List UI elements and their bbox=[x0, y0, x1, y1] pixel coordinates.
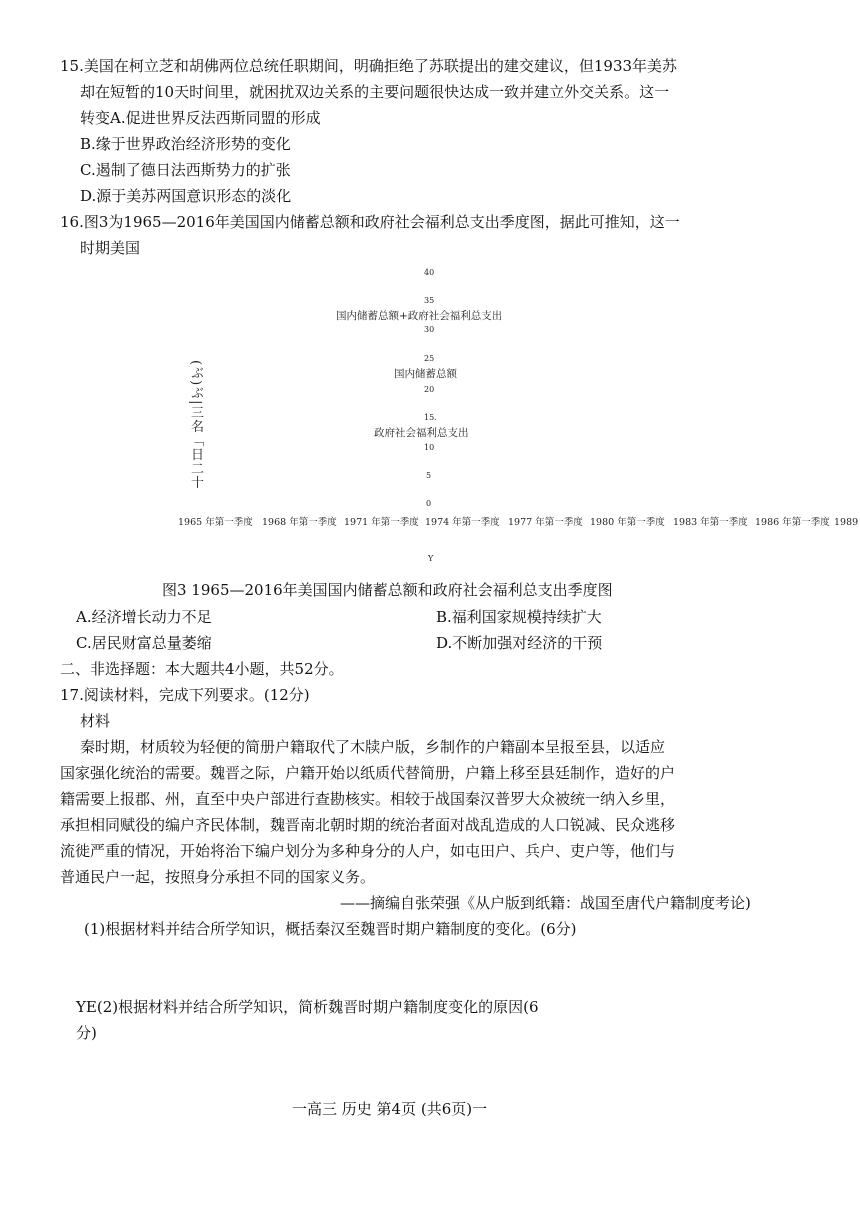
q15-line-2: 却在短暂的10天时间里，就困扰双边关系的主要问题很快达成一致并建立外交关系。这一 bbox=[80, 83, 670, 101]
x-tick-label: 1989 bbox=[834, 517, 859, 528]
q15-option-d: D.源于美苏两国意识形态的淡化 bbox=[80, 187, 292, 205]
q16-line-1: 16.图3为1965—2016年美国国内储蓄总额和政府社会福利总支出季度图，据此可推知，这一 bbox=[60, 213, 680, 231]
x-axis-label: Y bbox=[428, 554, 434, 563]
material-paragraph-line: 流徙严重的情况，开始将治下编户划分为多种身分的人户，如屯田户、兵户、吏户等，他们与 bbox=[60, 842, 676, 860]
x-tick-label: 1980 年第一季度 bbox=[590, 517, 665, 528]
figure-caption: 图3 1965—2016年美国国内储蓄总额和政府社会福利总支出季度图 bbox=[162, 581, 613, 599]
x-tick-label: 1968 年第一季度 bbox=[262, 517, 337, 528]
x-tick-label: 1986 年第一季度 bbox=[755, 517, 830, 528]
material-paragraph-line: 承担相同赋役的编户齐民体制，魏晋南北朝时期的统治者面对战乱造成的人口锐减、民众逃移 bbox=[60, 816, 676, 834]
q16-option-a: A.经济增长动力不足 bbox=[76, 608, 212, 626]
q17-sub-question-2: YE(2)根据材料并结合所学知识，简析魏晋时期户籍制度变化的原因(6 bbox=[76, 998, 539, 1016]
series-label-welfare: 政府社会福利总支出 bbox=[374, 427, 469, 439]
q16-line-2: 时期美国 bbox=[80, 239, 141, 257]
y-tick-label: 15. bbox=[424, 413, 437, 422]
material-paragraph-line: 秦时期，材质较为轻便的简册户籍取代了木牍户版，乡制作的户籍副本呈报至县，以适应 bbox=[80, 738, 666, 756]
y-axis-label: (ぶ)ぶ|三名「日二十 bbox=[188, 360, 203, 490]
q16-option-b: B.福利国家规模持续扩大 bbox=[436, 608, 602, 626]
q17-sub-question-2-cont: 分) bbox=[76, 1024, 97, 1042]
x-tick-label: 1971 年第一季度 bbox=[344, 517, 419, 528]
y-tick-label: 10 bbox=[424, 443, 435, 452]
q16-option-d: D.不断加强对经济的干预 bbox=[436, 634, 603, 652]
y-tick-label: 20 bbox=[424, 385, 435, 394]
page-footer: 一高三 历史 第4页 (共6页)一 bbox=[292, 1100, 488, 1118]
material-source: ——摘编自张荣强《从户版到纸籍：战国至唐代户籍制度考论) bbox=[340, 894, 751, 912]
material-paragraph-line: 国家强化统治的需要。魏晋之际，户籍开始以纸质代替简册，户籍上移至县廷制作，造好的户 bbox=[60, 764, 676, 782]
series-label-total: 国内储蓄总额+政府社会福利总支出 bbox=[336, 310, 503, 322]
y-tick-label: 35 bbox=[424, 296, 435, 305]
q16-option-c: C.居民财富总量萎缩 bbox=[76, 634, 212, 652]
y-tick-label: 5 bbox=[426, 471, 432, 480]
material-label: 材料 bbox=[80, 712, 111, 730]
q17-title: 17.阅读材料，完成下列要求。(12分) bbox=[60, 686, 310, 704]
x-tick-label: 1965 年第一季度 bbox=[178, 517, 253, 528]
x-tick-label: 1983 年第一季度 bbox=[673, 517, 748, 528]
q15-option-b: B.缘于世界政治经济形势的变化 bbox=[80, 135, 291, 153]
series-label-savings: 国内储蓄总额 bbox=[394, 368, 457, 380]
y-tick-label: 25 bbox=[424, 354, 435, 363]
material-paragraph-line: 籍需要上报郡、州，直至中央户部进行查勘核实。相较于战国秦汉普罗大众被统一纳入乡里， bbox=[60, 790, 676, 808]
y-tick-label: 40 bbox=[424, 268, 435, 277]
x-tick-label: 1977 年第一季度 bbox=[508, 517, 583, 528]
q15-option-c: C.遏制了德日法西斯势力的扩张 bbox=[80, 161, 291, 179]
section-heading: 二、非选择题：本大题共4小题，共52分。 bbox=[60, 660, 344, 678]
y-tick-label: 30 bbox=[424, 325, 435, 334]
q17-sub-question-1: (1)根据材料并结合所学知识，概括秦汉至魏晋时期户籍制度的变化。(6分) bbox=[84, 920, 577, 938]
q15-line-3-option-a: 转变A.促进世界反法西斯同盟的形成 bbox=[80, 109, 321, 127]
material-paragraph-line: 普通民户一起，按照身分承担不同的国家义务。 bbox=[60, 868, 376, 886]
y-tick-label: 0 bbox=[426, 499, 432, 508]
x-tick-label: 1974 年第一季度 bbox=[425, 517, 500, 528]
q15-line-1: 15.美国在柯立芝和胡佛两位总统任职期间，明确拒绝了苏联提出的建交建议，但1933年美苏 bbox=[60, 57, 678, 75]
